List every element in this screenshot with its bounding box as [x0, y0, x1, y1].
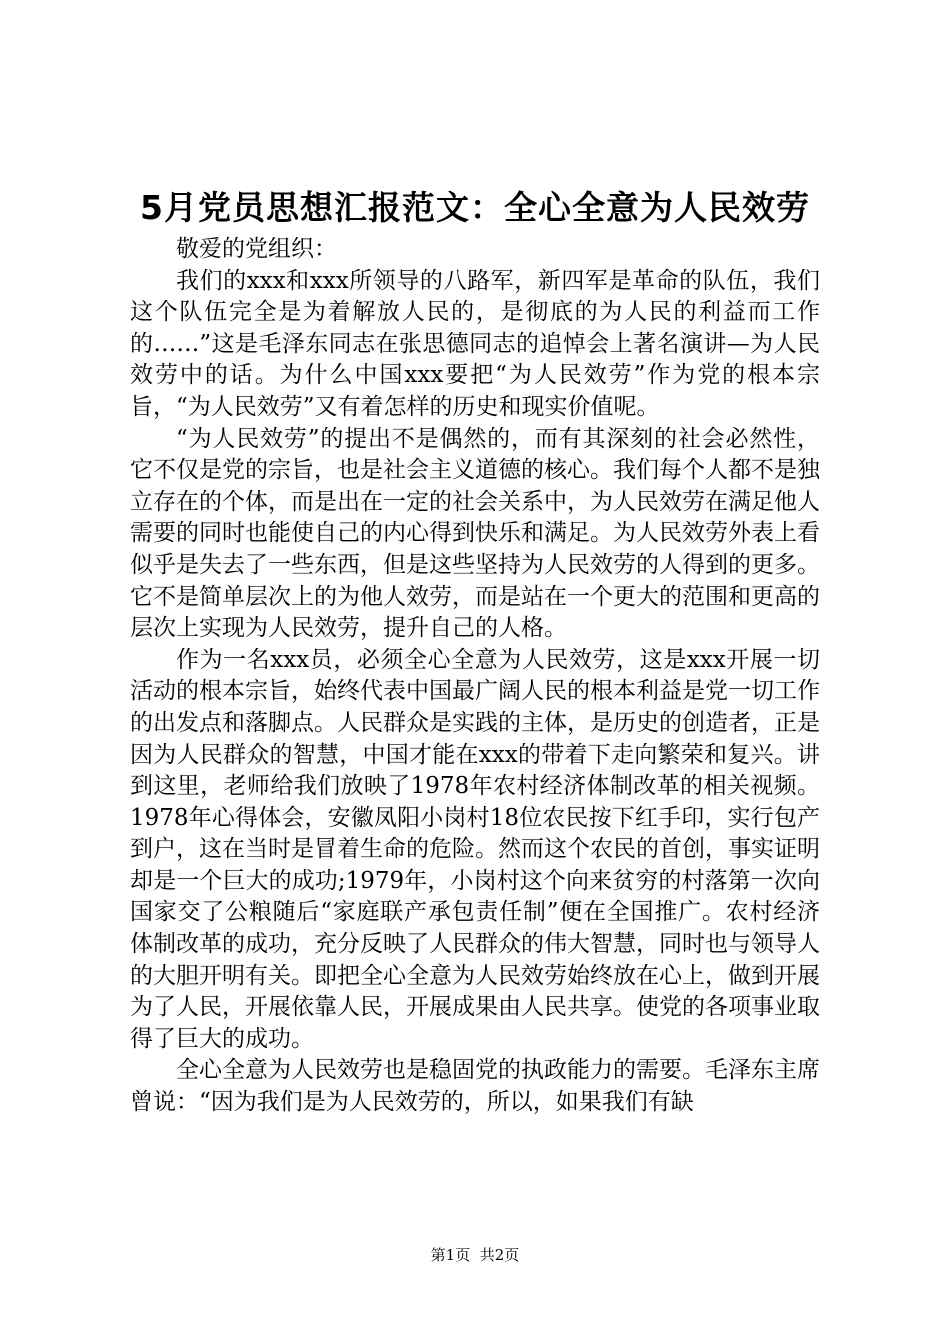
page-footer: [0, 1245, 950, 1265]
paragraph-1: 我们的xxx和xxx所领导的八路军，新四军是革命的队伍，我们这个队伍完全是为着解放人民的，是彻底的为人民的利益而工作的……”这是毛泽东同志在张思德同志的追悼会上著名演讲—为人民效劳中的话。为什么中国xxx要把“为人民效劳”作为党的根本宗旨，“为人民效劳”又有着怎样的历史和现实价值呢。: [130, 267, 820, 420]
document-body: [130, 234, 820, 1119]
paragraph-2: “为人民效劳”的提出不是偶然的，而有其深刻的社会必然性，它不仅是党的宗旨，也是社会主义道德的核心。我们每个人都不是独立存在的个体，而是出在一定的社会关系中，为人民效劳在满足他人需要的同时也能使自己的内心得到快乐和满足。为人民效劳外表上看似乎是失去了一些东西，但是这些坚持为人民效劳的人得到的更多。它不是简单层次上的为他人效劳，而是站在一个更大的范围和更高的层次上实现为人民效劳，提升自己的人格。: [130, 425, 820, 642]
page-number: 第1页: [430, 1246, 471, 1264]
paragraph-4: 全心全意为人民效劳也是稳固党的执政能力的需要。毛泽东主席曾说：“因为我们是为人民效劳的，所以，如果我们有缺: [130, 1057, 820, 1116]
salutation: 敬爱的党组织：: [176, 236, 337, 262]
page-total: 共2页: [479, 1246, 520, 1264]
document-title: 5月党员思想汇报范文：全心全意为人民效劳: [140, 188, 810, 227]
paragraph-3: 作为一名xxx员，必须全心全意为人民效劳，这是xxx开展一切活动的根本宗旨，始终代表中国最广阔人民的根本利益是党一切工作的出发点和落脚点。人民群众是实践的主体，是历史的创造者，正是因为人民群众的智慧，中国才能在xxx的带着下走向繁荣和复兴。讲到这里，老师给我们放映了1978年农村经济体制改革的相关视频。1978年心得体会，安徽凤阳小岗村18位农民按下红手印，实行包产到户，这在当时是冒着生命的危险。然而这个农民的首创，事实证明却是一个巨大的成功;1979年，小岗村这个向来贫穷的村落第一次向国家交了公粮随后“家庭联产承包责任制”便在全国推广。农村经济体制改革的成功，充分反映了人民群众的伟大智慧，同时也与领导人的大胆开明有关。即把全心全意为人民效劳始终放在心上，做到开展为了人民，开展依靠人民，开展成果由人民共享。使党的各项事业取得了巨大的成功。: [130, 646, 820, 1052]
